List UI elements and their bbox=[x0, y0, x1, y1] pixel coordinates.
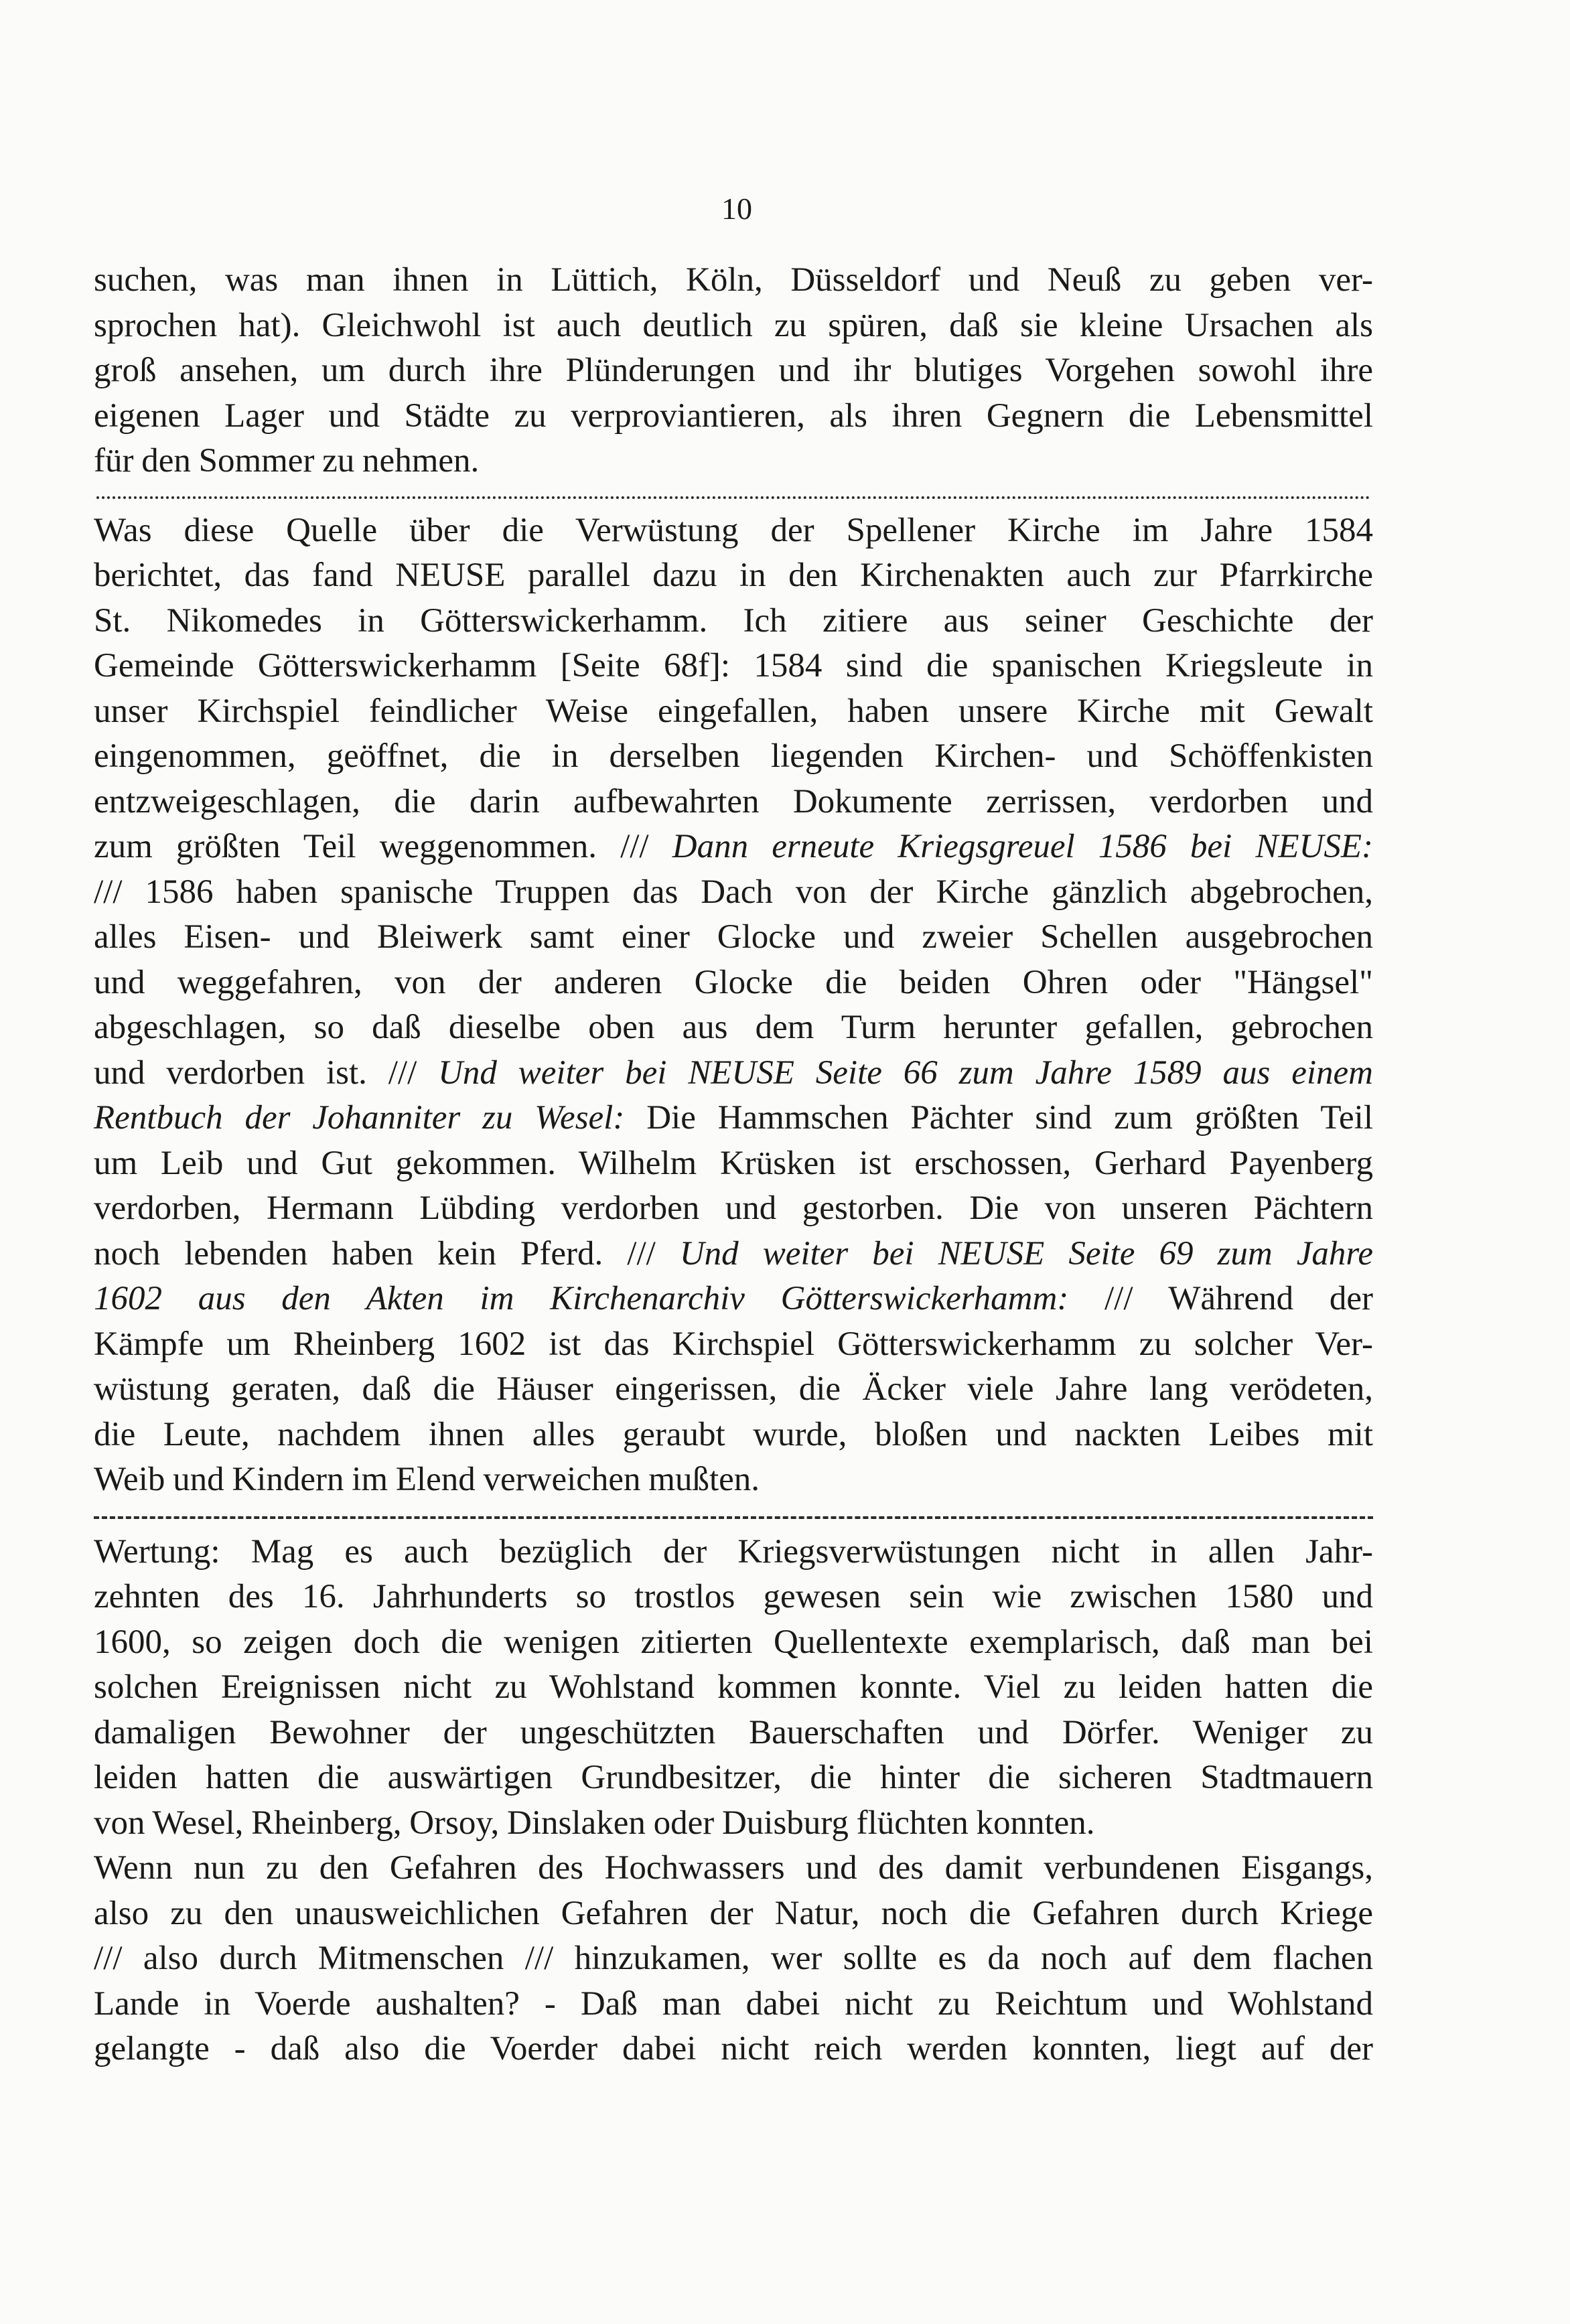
text-segment: Wertung: Mag es auch bezüglich der Kriegsverwüstungen nicht in allen Jahr- bbox=[94, 1532, 1373, 1571]
text-line bbox=[94, 1322, 1373, 1368]
page-number: 10 bbox=[721, 192, 752, 226]
text-segment: groß ansehen, um durch ihre Plünderungen und ihr blutiges Vorgehen sowohl ihre bbox=[94, 352, 1373, 389]
text-segment: für den Sommer zu nehmen. bbox=[94, 442, 480, 480]
text-segment: /// Während der bbox=[1068, 1280, 1373, 1317]
text-line bbox=[94, 1277, 1373, 1322]
text-segment: sprochen hat). Gleichwohl ist auch deutlich zu spüren, daß sie kleine Ursachen als bbox=[94, 306, 1373, 344]
text-line bbox=[94, 1846, 1373, 1891]
paragraph-neuse-sources bbox=[94, 508, 1373, 1503]
text-segment: zum größten Teil weggenommen. /// bbox=[94, 828, 672, 865]
text-segment: /// also durch Mitmenschen /// hinzukamen, wer sollte es da noch auf dem flachen bbox=[94, 1940, 1373, 1977]
text-line bbox=[94, 1620, 1373, 1666]
text-segment: unser Kirchspiel feindlicher Weise eingefallen, haben unsere Kirche mit Gewalt bbox=[94, 692, 1373, 730]
text-segment: die Leute, nachdem ihnen alles geraubt wurde, bloßen und nackten Leibes mit bbox=[94, 1415, 1373, 1453]
text-line bbox=[94, 915, 1373, 960]
text-line bbox=[94, 1367, 1373, 1412]
text-line bbox=[94, 553, 1373, 599]
text-segment: Wenn nun zu den Gefahren des Hochwassers und des damit verbundenen Eisgangs, bbox=[94, 1849, 1373, 1887]
text-line bbox=[94, 1457, 1373, 1503]
text-line bbox=[94, 824, 1373, 870]
text-segment: von Wesel, Rheinberg, Orsoy, Dinslaken oder Duisburg flüchten konnten. bbox=[94, 1804, 1095, 1842]
text-segment: damaligen Bewohner der ungeschützten Bauerschaften und Dörfer. Weniger zu bbox=[94, 1713, 1373, 1751]
text-segment: Weib und Kindern im Elend verweichen mußten. bbox=[94, 1461, 760, 1498]
text-line bbox=[94, 870, 1373, 916]
text-line bbox=[94, 1005, 1373, 1051]
italic-text-segment: 1602 aus den Akten im Kirchenarchiv Götterswickerhamm: bbox=[94, 1280, 1069, 1317]
text-line bbox=[94, 1665, 1373, 1711]
text-line bbox=[94, 1982, 1373, 2027]
paragraph-conclusion bbox=[94, 1846, 1373, 2072]
text-line bbox=[94, 394, 1373, 439]
text-segment: alles Eisen- und Bleiwerk samt einer Glocke und zweier Schellen ausgebrochen bbox=[94, 918, 1373, 956]
text-segment: solchen Ereignissen nicht zu Wohlstand kommen konnte. Viel zu leiden hatten die bbox=[94, 1668, 1373, 1706]
text-line bbox=[94, 1096, 1373, 1141]
text-line bbox=[94, 439, 1373, 484]
text-line bbox=[94, 1412, 1373, 1458]
text-segment: Gemeinde Götterswickerhamm [Seite 68f]: 1584 sind die spanischen Kriegsleute in bbox=[94, 647, 1373, 684]
text-segment: noch lebenden haben kein Pferd. /// bbox=[94, 1234, 680, 1273]
text-segment: entzweigeschlagen, die darin aufbewahrten Dokumente zerrissen, verdorben und bbox=[94, 782, 1373, 820]
text-line bbox=[94, 1141, 1373, 1187]
italic-text-segment: Und weiter bei NEUSE Seite 69 zum Jahre bbox=[679, 1234, 1373, 1273]
text-segment: abgeschlagen, so daß dieselbe oben aus dem Turm herunter gefallen, gebrochen bbox=[94, 1009, 1373, 1046]
text-column bbox=[94, 258, 1373, 2072]
text-line bbox=[94, 1530, 1373, 1575]
italic-text-segment: Dann erneute Kriegsgreuel 1586 bei NEUSE: bbox=[672, 828, 1373, 865]
text-line bbox=[94, 599, 1373, 644]
text-segment: 1600, so zeigen doch die wenigen zitierten Quellentexte exemplarisch, daß man bei bbox=[94, 1623, 1373, 1661]
text-line bbox=[94, 348, 1373, 394]
text-line bbox=[94, 258, 1373, 303]
text-segment: um Leib und Gut gekommen. Wilhelm Krüsken ist erschossen, Gerhard Payenberg bbox=[94, 1144, 1373, 1182]
text-segment: eigenen Lager und Städte zu verproviantieren, als ihren Gegnern die Lebensmittel bbox=[94, 396, 1373, 435]
text-line bbox=[94, 644, 1373, 689]
text-segment: verdorben, Hermann Lübding verdorben und gestorben. Die von unseren Pächtern bbox=[94, 1189, 1373, 1227]
text-segment: und weggefahren, von der anderen Glocke die beiden Ohren oder "Hängsel" bbox=[94, 963, 1373, 1001]
text-line bbox=[94, 689, 1373, 735]
text-segment: Lande in Voerde aushalten? - Daß man dabei nicht zu Reichtum und Wohlstand bbox=[94, 1984, 1373, 2023]
text-line bbox=[94, 780, 1373, 825]
dotted-separator bbox=[96, 496, 1370, 499]
text-segment: Die Hammschen Pächter sind zum größten Teil bbox=[624, 1099, 1373, 1137]
text-segment: zehnten des 16. Jahrhunderts so trostlos gewesen sein wie zwischen 1580 und bbox=[94, 1578, 1373, 1615]
text-line bbox=[94, 1891, 1373, 1937]
text-line bbox=[94, 2027, 1373, 2072]
text-segment: also zu den unausweichlichen Gefahren der Natur, noch die Gefahren durch Kriege bbox=[94, 1894, 1373, 1932]
text-line bbox=[94, 1711, 1373, 1756]
text-line bbox=[94, 508, 1373, 554]
text-segment: gelangte - daß also die Voerder dabei nicht reich werden konnten, liegt auf der bbox=[94, 2030, 1373, 2067]
text-segment: Kämpfe um Rheinberg 1602 ist das Kirchspiel Götterswickerhamm zu solcher Ver- bbox=[94, 1325, 1373, 1363]
text-line bbox=[94, 1186, 1373, 1232]
text-segment: berichtet, das fand NEUSE parallel dazu in den Kirchenakten auch zur Pfarrkirche bbox=[94, 557, 1373, 594]
text-segment: und verdorben ist. /// bbox=[94, 1054, 439, 1092]
text-segment: eingenommen, geöffnet, die in derselben liegenden Kirchen- und Schöffenkisten bbox=[94, 737, 1373, 775]
text-line bbox=[94, 734, 1373, 780]
text-segment: suchen, was man ihnen in Lüttich, Köln, Düsseldorf und Neuß zu geben ver- bbox=[94, 261, 1373, 299]
paragraph-intro-continuation bbox=[94, 258, 1373, 484]
text-line bbox=[94, 1051, 1373, 1096]
italic-text-segment: Und weiter bei NEUSE Seite 66 zum Jahre 1589 aus einem bbox=[438, 1054, 1373, 1092]
text-line bbox=[94, 1755, 1373, 1801]
text-line bbox=[94, 960, 1373, 1006]
text-segment: /// 1586 haben spanische Truppen das Dach von der Kirche gänzlich abgebrochen, bbox=[94, 873, 1373, 911]
text-segment: St. Nikomedes in Götterswickerhamm. Ich zitiere aus seiner Geschichte der bbox=[94, 601, 1373, 640]
italic-text-segment: Rentbuch der Johanniter zu Wesel: bbox=[94, 1099, 625, 1137]
text-segment: leiden hatten die auswärtigen Grundbesitzer, die hinter die sicheren Stadtmauern bbox=[94, 1759, 1373, 1796]
text-line bbox=[94, 303, 1373, 349]
text-line bbox=[94, 1575, 1373, 1620]
text-line bbox=[94, 1232, 1373, 1277]
paragraph-wertung bbox=[94, 1530, 1373, 1846]
text-line bbox=[94, 1801, 1373, 1846]
text-segment: wüstung geraten, daß die Häuser eingerissen, die Äcker viele Jahre lang verödeten, bbox=[94, 1370, 1373, 1408]
text-line bbox=[94, 1936, 1373, 1982]
text-segment: Was diese Quelle über die Verwüstung der Spellener Kirche im Jahre 1584 bbox=[94, 511, 1373, 549]
dashed-separator bbox=[94, 1516, 1373, 1519]
